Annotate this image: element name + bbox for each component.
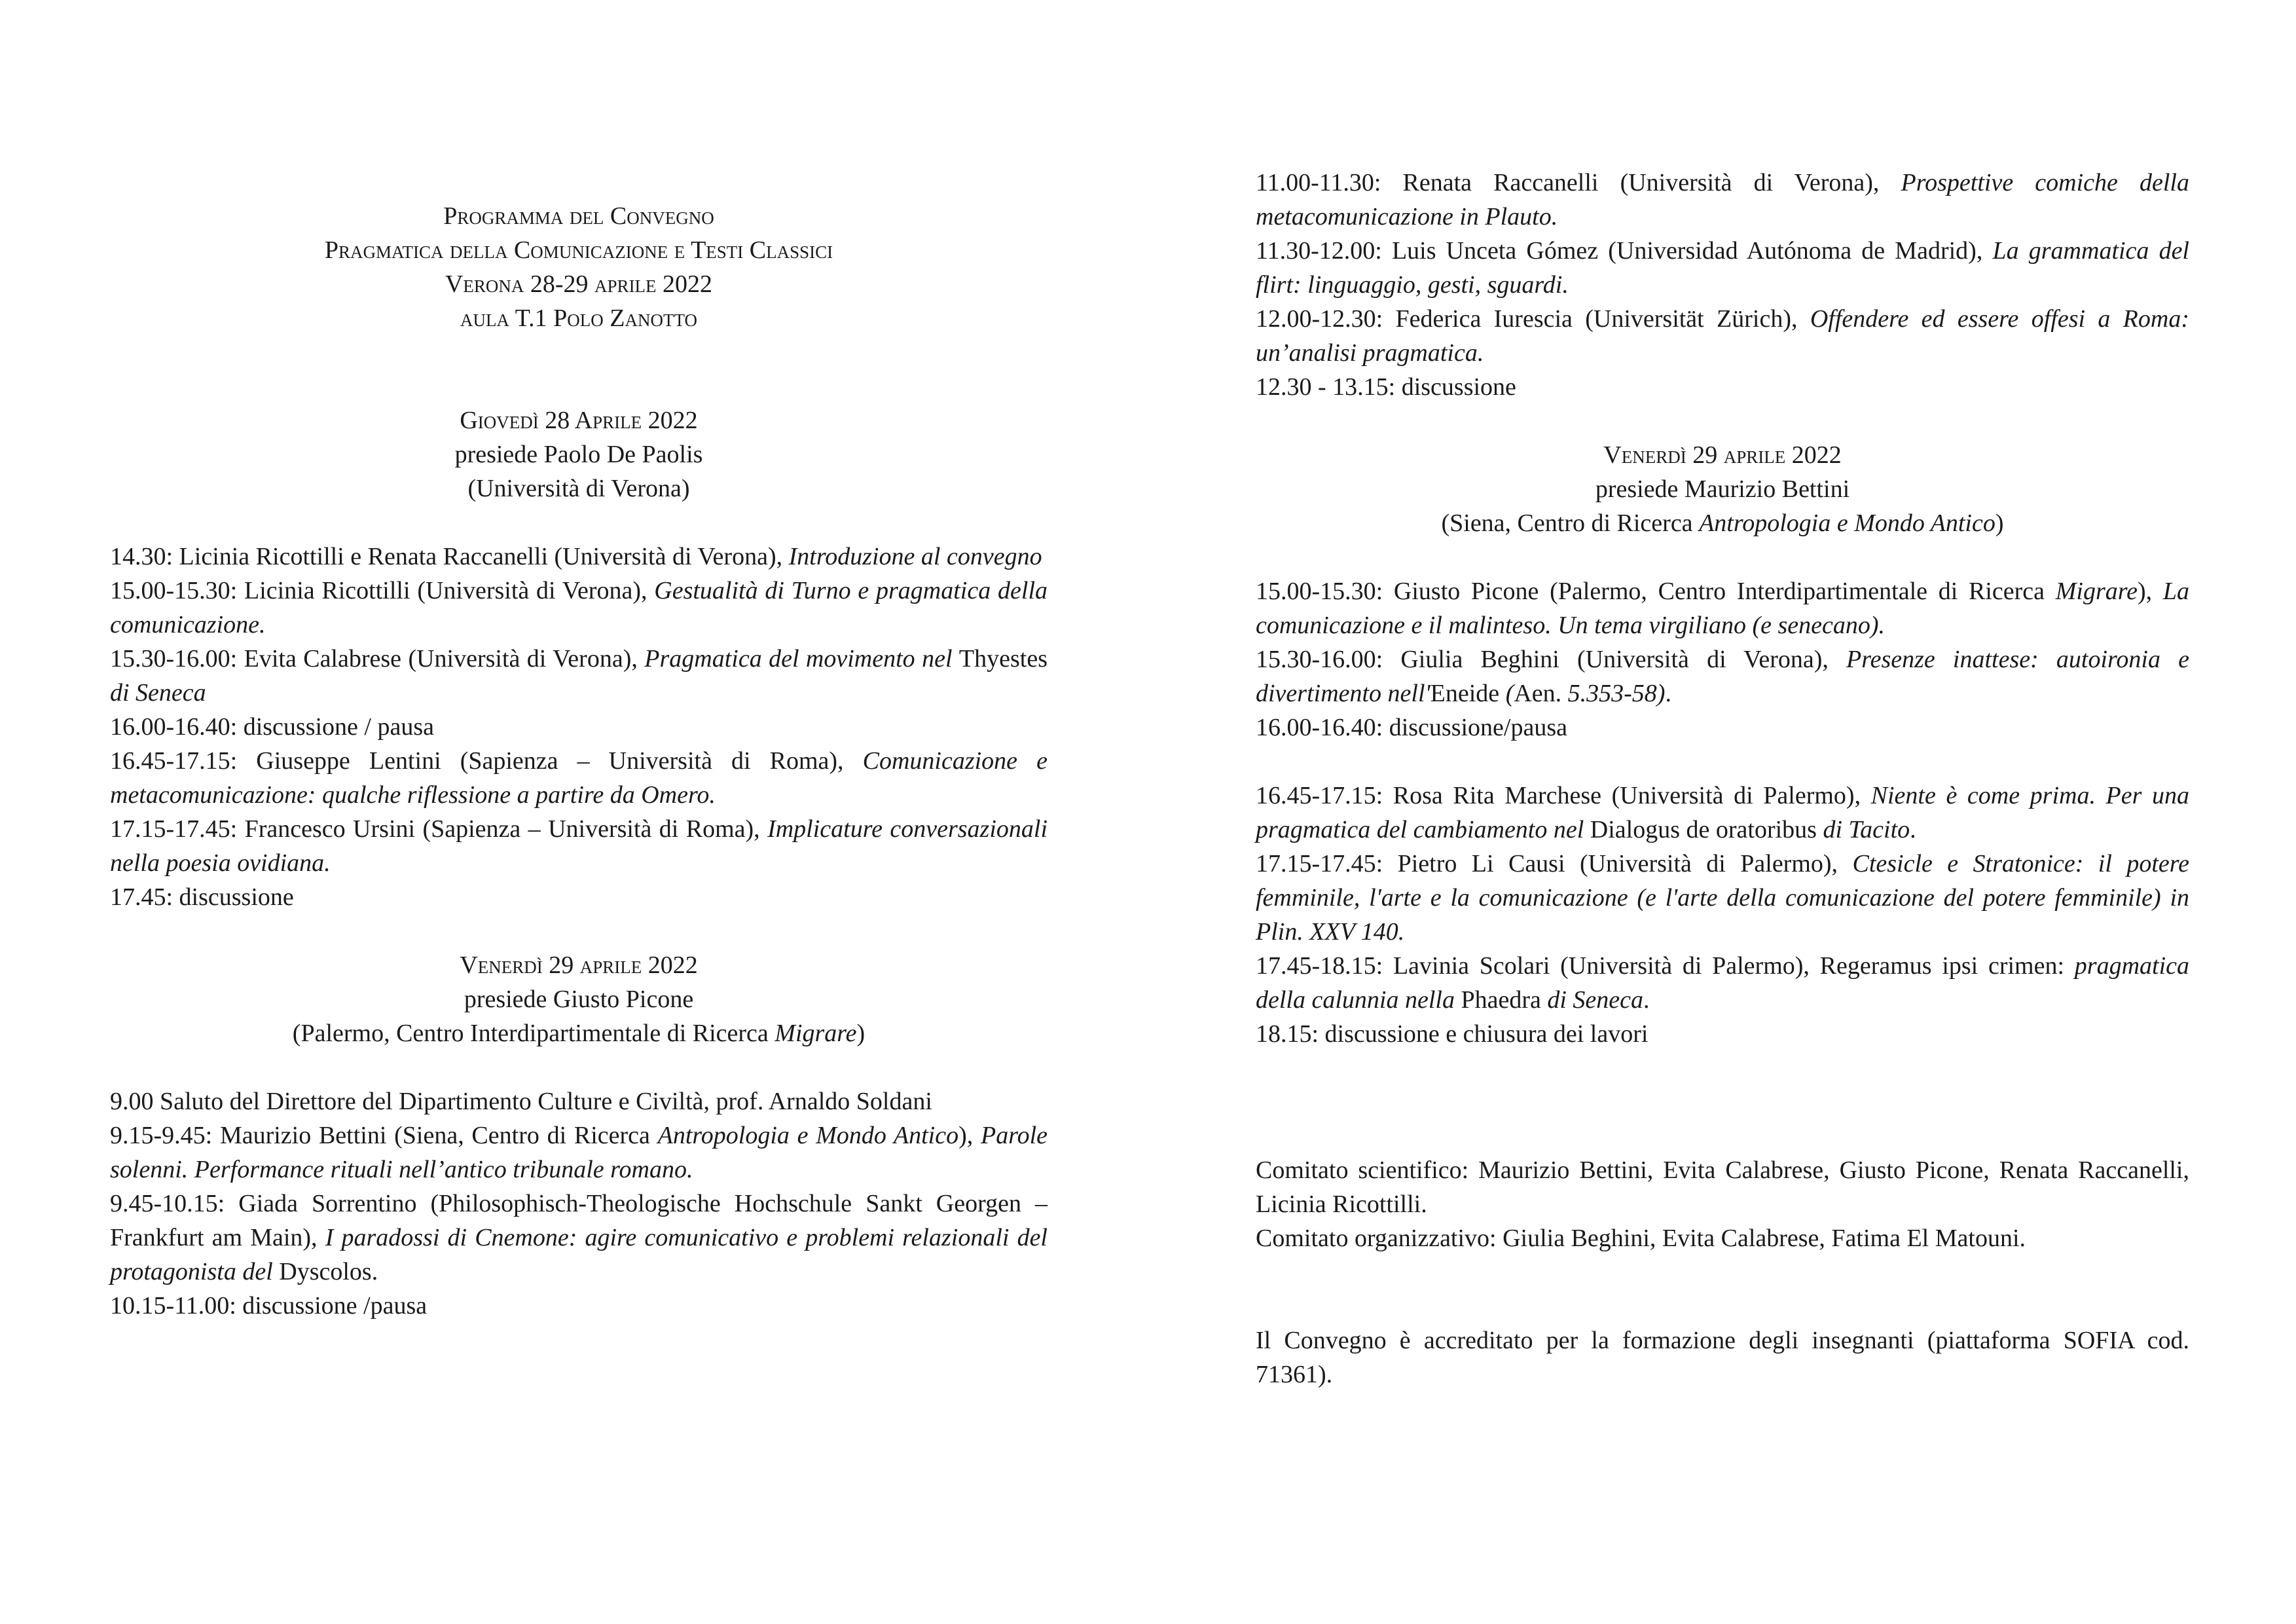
schedule-entry	[1256, 574, 2189, 642]
schedule-entry	[1256, 710, 2189, 745]
day1-title: Giovedì 28 Aprile 2022	[460, 407, 698, 434]
schedule-entry	[110, 574, 1048, 642]
entry-title: Introduzione al convegno	[788, 543, 1042, 570]
entry-text: .	[1910, 816, 1916, 843]
affiliation-center: Antropologia e Mondo Antico	[1699, 509, 1995, 537]
day2-chair: presiede Giusto Picone	[464, 986, 694, 1013]
program-title: Programma del Convegno	[443, 202, 714, 230]
entry-text: 16.00-16.40: discussione / pausa	[110, 713, 435, 741]
schedule-entry	[1256, 166, 2189, 234]
day1-affiliation: (Università di Verona)	[467, 475, 690, 502]
conference-title: Pragmatica della Comunicazione e Testi Classici	[324, 236, 833, 264]
conference-room: aula T.1 Polo Zanotto	[460, 304, 698, 332]
entry-title: 5.353-58)	[1561, 680, 1666, 707]
day1-header	[110, 403, 1048, 506]
entry-text: 15.00-15.30: Licinia Ricottilli (Università di Verona),	[110, 577, 655, 604]
entry-text: 12.00-12.30: Federica Iurescia (Universität Zürich),	[1256, 305, 1810, 333]
committees	[1256, 1153, 2189, 1255]
entry-text: 9.00 Saluto del Direttore del Dipartimento Culture e Civiltà, prof. Arnaldo Soldani	[110, 1088, 932, 1115]
schedule-entry	[110, 1289, 1048, 1323]
entry-work-title: Aen.	[1514, 680, 1562, 707]
entry-text: 16.45-17.15: Rosa Rita Marchese (Università di Palermo),	[1256, 782, 1871, 809]
entry-center: Migrare	[2055, 578, 2138, 605]
day2-late-morning-schedule	[1256, 166, 2189, 404]
schedule-entry	[1256, 847, 2189, 949]
day2-afternoon-chair: presiede Maurizio Bettini	[1595, 475, 1850, 503]
day2-morning-schedule	[110, 1084, 1048, 1323]
day2-title: Venerdì 29 aprile 2022	[460, 951, 698, 979]
schedule-entry	[1256, 370, 2189, 404]
day2-afternoon-header	[1256, 438, 2189, 540]
affiliation-text: (Palermo, Centro Interdipartimentale di Ricerca	[292, 1020, 775, 1047]
conference-place-date: Verona 28-29 aprile 2022	[445, 270, 713, 298]
entry-text: 15.00-15.30: Giusto Picone (Palermo, Centro Interdipartimentale di Ricerca	[1256, 578, 2056, 605]
entry-title: La comunicazione e il malinteso. Un tema virgiliano (e senecano).	[1256, 578, 2189, 639]
entry-title: Niente è come prima. Per una pragmatica del cambiamento nel	[1256, 782, 2189, 843]
entry-text: 11.30-12.00: Luis Unceta Gómez (Universidad Autónoma de Madrid),	[1256, 237, 1993, 265]
entry-text: 16.00-16.40: discussione/pausa	[1256, 714, 1568, 741]
schedule-entry	[110, 1118, 1048, 1187]
schedule-entry	[110, 710, 1048, 744]
entry-text: 17.15-17.45: Pietro Li Causi (Università di Palermo),	[1256, 850, 1853, 877]
schedule-entry	[110, 540, 1048, 574]
entry-work-title: Dyscolos.	[279, 1258, 378, 1285]
entry-text: 10.15-11.00: discussione /pausa	[110, 1292, 428, 1320]
entry-title: pragmatica della calunnia nella	[1256, 952, 2189, 1014]
entry-text: 14.30: Licinia Ricottilli e Renata Raccanelli (Università di Verona),	[110, 543, 789, 570]
entry-text: 17.45-18.15: Lavinia Scolari (Università di Palermo), Regeramus ipsi crimen:	[1256, 952, 2075, 980]
schedule-entry	[1256, 642, 2189, 710]
entry-text: 12.30 - 13.15: discussione	[1256, 373, 1516, 401]
entry-title: Implicature conversazionali nella poesia ovidiana.	[110, 815, 1048, 877]
entry-text: .	[1665, 680, 1671, 707]
entry-work-title: Thyestes	[958, 645, 1048, 673]
entry-text: 9.45-10.15: Giada Sorrentino (Philosophisch-Theologische Hochschule Sankt Georgen – Frankfurt am Main),	[110, 1190, 1048, 1251]
entry-title: di Seneca	[1540, 986, 1643, 1014]
entry-text: ),	[2137, 578, 2163, 605]
entry-title: Ctesicle e Stratonice: il potere femminile, l'arte e la comunicazione (e l'arte della comunicazione del potere femminile) in Plin. XXV 140.	[1256, 850, 2190, 946]
entry-text: 17.15-17.45: Francesco Ursini (Sapienza – Università di Roma),	[110, 815, 768, 843]
scientific-committee: Comitato scientifico: Maurizio Bettini, Evita Calabrese, Giusto Picone, Renata Raccanelli, Licinia Ricottilli.	[1256, 1156, 2189, 1218]
day1-chair: presiede Paolo De Paolis	[454, 441, 703, 468]
schedule-entry	[110, 1187, 1048, 1289]
schedule-entry	[1256, 779, 2189, 847]
entry-text: ),	[958, 1122, 981, 1149]
entry-title: La grammatica del flirt: linguaggio, gesti, sguardi.	[1256, 237, 2189, 299]
affiliation-close: )	[1995, 509, 2004, 537]
affiliation-close: )	[856, 1020, 866, 1047]
schedule-entry	[1256, 302, 2189, 370]
entry-text: 11.00-11.30: Renata Raccanelli (Università di Verona),	[1256, 169, 1901, 196]
organizing-committee: Comitato organizzativo: Giulia Beghini, Evita Calabrese, Fatima El Matouni.	[1256, 1225, 2026, 1252]
entry-title: Offendere ed essere offesi a Roma: un’analisi pragmatica.	[1256, 305, 2189, 367]
entry-work-title: Eneide	[1430, 680, 1500, 707]
entry-title: Pragmatica del movimento nel	[644, 645, 959, 673]
right-column	[1256, 166, 2189, 1392]
affiliation-center: Migrare	[774, 1020, 857, 1047]
entry-text: .	[1643, 986, 1650, 1014]
schedule-entry	[110, 1084, 1048, 1118]
day2-afternoon-affiliation	[1256, 506, 2189, 540]
entry-work-title: Phaedra	[1461, 986, 1541, 1014]
schedule-entry	[110, 812, 1048, 880]
day2-afternoon-title: Venerdì 29 aprile 2022	[1603, 441, 1842, 469]
entry-text: 9.15-9.45: Maurizio Bettini (Siena, Centro di Ricerca	[110, 1122, 658, 1149]
entry-title: (	[1499, 680, 1514, 707]
entry-title: Gestualità di Turno e pragmatica della comunicazione.	[110, 577, 1048, 638]
entry-title: Presenze inattese: autoironia e divertimento nell'	[1256, 646, 2189, 707]
entry-text: 15.30-16.00: Evita Calabrese (Università di Verona),	[110, 645, 645, 673]
schedule-entry	[1256, 234, 2189, 302]
entry-title: Prospettive comiche della metacomunicazione in Plauto.	[1256, 169, 2189, 231]
entry-text: 16.45-17.15: Giuseppe Lentini (Sapienza – Università di Roma),	[110, 747, 863, 775]
accreditation-note: Il Convegno è accreditato per la formazione degli insegnanti (piattaforma SOFIA cod. 71361).	[1256, 1327, 2189, 1388]
day2-header	[110, 948, 1048, 1050]
schedule-entry	[1256, 1017, 2189, 1051]
entry-title: di Seneca	[110, 679, 206, 707]
schedule-entry	[1256, 949, 2189, 1017]
day2-affiliation	[110, 1016, 1048, 1050]
schedule-entry	[110, 744, 1048, 812]
entry-title: Parole solenni. Performance rituali nell’antico tribunale romano.	[110, 1122, 1048, 1183]
left-column	[110, 199, 1048, 1323]
affiliation-text: (Siena, Centro di Ricerca	[1441, 509, 1700, 537]
day2-afternoon-schedule-2	[1256, 779, 2189, 1051]
entry-title: I paradossi di Cnemone: agire comunicativo e problemi relazionali del protagonista del	[110, 1224, 1048, 1285]
entry-text: 18.15: discussione e chiusura dei lavori	[1256, 1020, 1649, 1048]
schedule-entry	[110, 880, 1048, 914]
entry-text: 17.45: discussione	[110, 883, 294, 911]
entry-center: Antropologia e Mondo Antico	[657, 1122, 959, 1149]
schedule-entry	[110, 642, 1048, 710]
entry-work-title: Dialogus de oratoribus	[1590, 816, 1817, 843]
program-header	[110, 199, 1048, 335]
entry-title: Comunicazione e metacomunicazione: qualche riflessione a partire da Omero.	[110, 747, 1048, 809]
day2-afternoon-schedule-1	[1256, 574, 2189, 745]
entry-title: di Tacito	[1816, 816, 1910, 843]
day1-schedule	[110, 540, 1048, 914]
entry-text: 15.30-16.00: Giulia Beghini (Università di Verona),	[1256, 646, 1847, 673]
